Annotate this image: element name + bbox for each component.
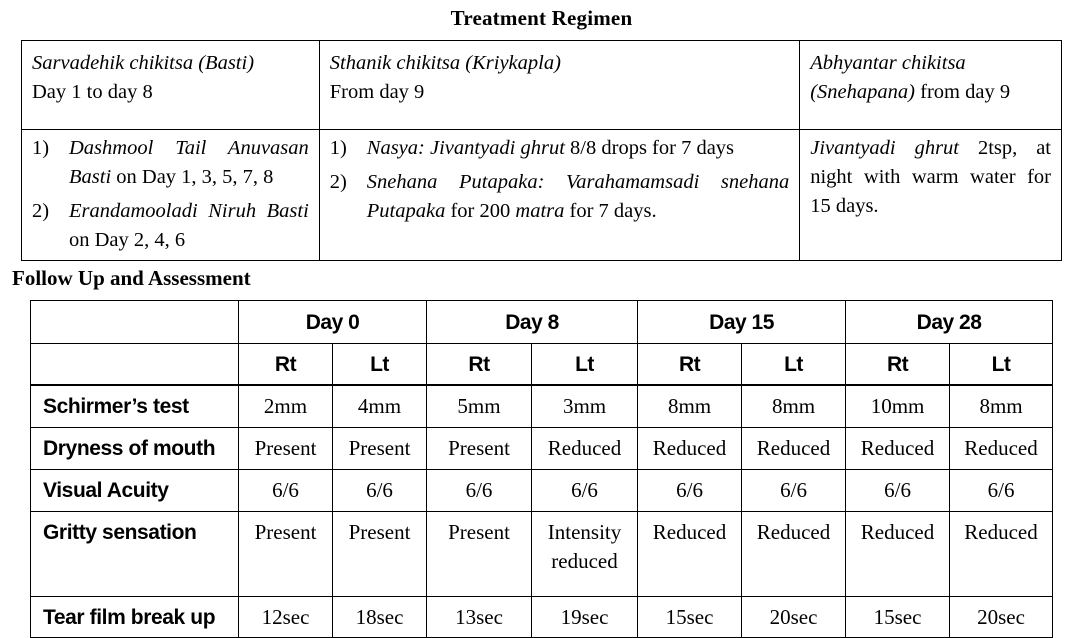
treatment-header-col3 bbox=[800, 41, 1062, 130]
table-cell: 8mm bbox=[742, 385, 846, 428]
day-header: Day 0 bbox=[239, 301, 427, 344]
table-cell: 10mm bbox=[846, 385, 950, 428]
treatment-body-col1 bbox=[22, 130, 320, 261]
table-cell: 13sec bbox=[427, 597, 532, 638]
treatment-body-col2 bbox=[319, 130, 799, 261]
table-cell: Present bbox=[333, 428, 427, 470]
treatment-header-col1 bbox=[22, 41, 320, 130]
table-cell: Reduced bbox=[638, 512, 742, 597]
table-row bbox=[31, 428, 1053, 470]
table-cell: Reduced bbox=[950, 512, 1053, 597]
col1-heading-plain: Day 1 to day 8 bbox=[32, 81, 153, 103]
row-label: Tear film break up bbox=[31, 597, 239, 638]
table-cell: 15sec bbox=[638, 597, 742, 638]
side-header: Lt bbox=[532, 344, 638, 386]
col2-heading-plain: From day 9 bbox=[329, 81, 425, 103]
table-cell: Present bbox=[239, 512, 333, 597]
table-cell: 3mm bbox=[532, 385, 638, 428]
side-header: Rt bbox=[427, 344, 532, 386]
row-label: Dryness of mouth bbox=[31, 428, 239, 470]
table-row bbox=[31, 597, 1053, 638]
side-header: Rt bbox=[846, 344, 950, 386]
day-header: Day 15 bbox=[638, 301, 846, 344]
table-cell: Reduced bbox=[742, 428, 846, 470]
table-cell: 6/6 bbox=[239, 470, 333, 512]
table-cell: 6/6 bbox=[427, 470, 532, 512]
col3-heading-italic: Abhyantar chikitsa (Snehapana) bbox=[810, 52, 966, 103]
table-cell: 8mm bbox=[950, 385, 1053, 428]
table-cell: Reduced bbox=[742, 512, 846, 597]
table-row bbox=[31, 385, 1053, 428]
list-number: 2) bbox=[329, 171, 347, 193]
table-cell: 20sec bbox=[742, 597, 846, 638]
col3-heading-plain: from day 9 bbox=[915, 81, 1011, 103]
side-header: Rt bbox=[638, 344, 742, 386]
list-number: 1) bbox=[329, 137, 347, 159]
table-cell: Intensity reduced bbox=[532, 512, 638, 597]
list-text-italic: Nasya: Jivantyadi ghrut bbox=[366, 137, 565, 159]
list-text-italic: matra bbox=[515, 200, 565, 222]
followup-table bbox=[30, 300, 1053, 638]
table-cell: 20sec bbox=[950, 597, 1053, 638]
table-cell: 8mm bbox=[638, 385, 742, 428]
row-label: Schirmer’s test bbox=[31, 385, 239, 428]
list-text-plain: 8/8 drops for 7 days bbox=[564, 137, 735, 159]
table-row bbox=[31, 470, 1053, 512]
treatment-header-row bbox=[22, 41, 1062, 130]
table-cell: Present bbox=[427, 512, 532, 597]
col3-body-italic: Jivantyadi ghrut bbox=[810, 137, 959, 159]
table-cell: 4mm bbox=[333, 385, 427, 428]
list-text-italic: Snehana Putapaka: Varahamamsadi snehana Putapaka bbox=[366, 171, 790, 222]
treatment-title: Treatment Regimen bbox=[450, 6, 633, 30]
list-number: 2) bbox=[32, 200, 50, 222]
table-cell: 6/6 bbox=[846, 470, 950, 512]
list-number: 1) bbox=[32, 137, 50, 159]
side-header: Lt bbox=[333, 344, 427, 386]
list-text-italic: Erandamooladi Niruh Basti bbox=[69, 200, 309, 222]
treatment-body-row bbox=[22, 130, 1062, 261]
side-header-row bbox=[31, 344, 1053, 386]
row-label: Visual Acuity bbox=[31, 470, 239, 512]
table-cell: Reduced bbox=[638, 428, 742, 470]
table-cell: 19sec bbox=[532, 597, 638, 638]
treatment-body-col3 bbox=[800, 130, 1062, 261]
col3-body-plain: 2tsp, at night with warm water for 15 days. bbox=[810, 137, 1051, 217]
table-cell: 18sec bbox=[333, 597, 427, 638]
table-cell: Reduced bbox=[950, 428, 1053, 470]
table-cell: Present bbox=[427, 428, 532, 470]
row-label: Gritty sensation bbox=[31, 512, 239, 597]
table-cell: 6/6 bbox=[532, 470, 638, 512]
table-cell: Present bbox=[239, 428, 333, 470]
day-header-row bbox=[31, 301, 1053, 344]
list-item bbox=[330, 168, 789, 226]
table-cell: 6/6 bbox=[742, 470, 846, 512]
followup-title: Follow Up and Assessment bbox=[12, 266, 251, 290]
table-cell: Reduced bbox=[846, 428, 950, 470]
treatment-table bbox=[21, 40, 1062, 261]
table-cell: Reduced bbox=[532, 428, 638, 470]
table-cell: 5mm bbox=[427, 385, 532, 428]
list-text-plain: for 7 days. bbox=[564, 200, 657, 222]
table-cell: 6/6 bbox=[950, 470, 1053, 512]
table-cell: Reduced bbox=[846, 512, 950, 597]
day-header: Day 8 bbox=[427, 301, 638, 344]
treatment-header-col2 bbox=[319, 41, 799, 130]
table-cell: 6/6 bbox=[638, 470, 742, 512]
table-cell: 12sec bbox=[239, 597, 333, 638]
empty-corner-cell bbox=[31, 301, 239, 344]
table-row bbox=[31, 512, 1053, 597]
list-item bbox=[32, 197, 309, 255]
list-text-plain: for 200 bbox=[445, 200, 516, 222]
table-cell: 15sec bbox=[846, 597, 950, 638]
table-cell: 2mm bbox=[239, 385, 333, 428]
day-header: Day 28 bbox=[846, 301, 1053, 344]
table-cell: Present bbox=[333, 512, 427, 597]
side-header: Lt bbox=[742, 344, 846, 386]
empty-corner-cell bbox=[31, 344, 239, 386]
table-cell: 6/6 bbox=[333, 470, 427, 512]
col1-heading-italic: Sarvadehik chikitsa (Basti) bbox=[32, 52, 255, 74]
side-header: Lt bbox=[950, 344, 1053, 386]
list-item bbox=[32, 134, 309, 192]
list-text-plain: on Day 1, 3, 5, 7, 8 bbox=[111, 166, 274, 188]
col2-heading-italic: Sthanik chikitsa (Kriykapla) bbox=[329, 52, 561, 74]
list-text-italic: Dashmool Tail Anuvasan Basti bbox=[69, 137, 309, 188]
side-header: Rt bbox=[239, 344, 333, 386]
list-item bbox=[330, 134, 789, 163]
list-text-plain: on Day 2, 4, 6 bbox=[69, 229, 186, 251]
